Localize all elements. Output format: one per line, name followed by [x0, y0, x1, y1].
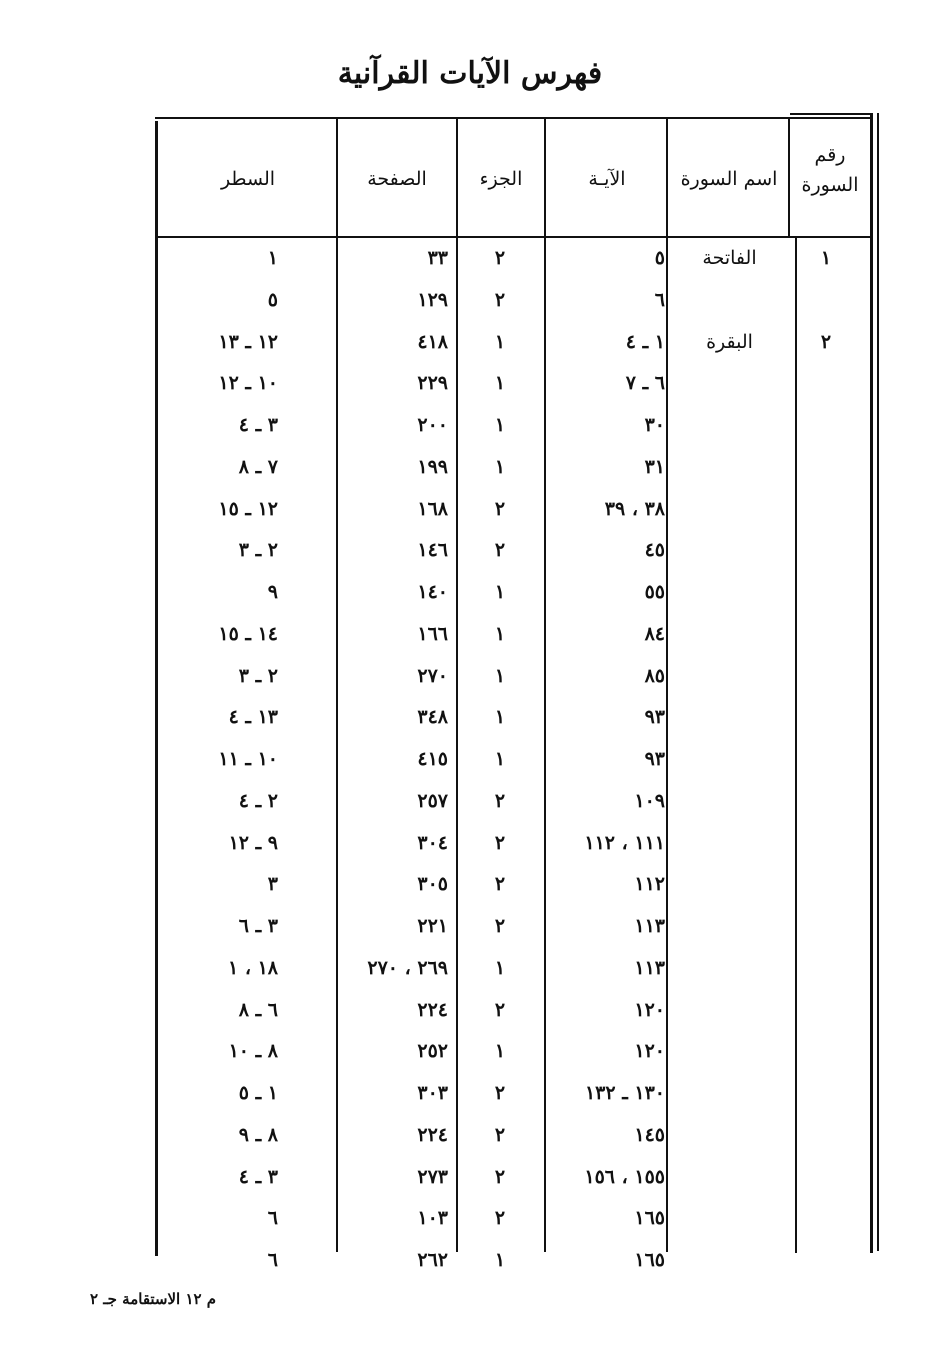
cell-surah-no: [795, 363, 857, 405]
cell-page: ٢٥٧: [417, 789, 448, 812]
page-footer: م ١٢ الاستقامة جـ ٢: [90, 1290, 217, 1308]
cell-surah-no: [795, 614, 857, 656]
cell-line: ٦: [267, 1249, 278, 1271]
table-row: [0, 823, 940, 865]
cell-ayah: ١٦٥: [634, 1207, 665, 1230]
table-row: [0, 906, 940, 948]
cell-surah-name: [672, 363, 787, 405]
cell-line: ٦: [267, 1207, 278, 1230]
cell-ayah: ١١٢: [634, 873, 665, 896]
cell-page: ٣٠٣: [417, 1082, 448, 1104]
cell-surah-no: [795, 906, 857, 948]
cell-page: ٢٦٢: [417, 1249, 448, 1271]
cell-line: ٦ ـ ٨: [238, 998, 278, 1021]
header-juz: الجزء: [479, 168, 523, 190]
table-row: [0, 990, 940, 1032]
cell-page: ٣٤٨: [417, 706, 448, 729]
cell-ayah: ٤٥: [644, 539, 665, 562]
header-ayah: الآيـة: [588, 168, 626, 190]
cell-surah-name: [672, 572, 787, 614]
cell-surah-no: [795, 948, 857, 990]
cell-surah-no: ٢: [820, 330, 832, 353]
cell-line: ٩ ـ ١٢: [228, 831, 278, 854]
cell-page: ٢٢١: [417, 915, 448, 937]
col-divider-surah-no: [788, 117, 790, 237]
cell-surah-no: [795, 990, 857, 1032]
cell-line: ٨ ـ ١٠: [228, 1040, 278, 1063]
cell-line: ١٢ ـ ١٥: [218, 497, 278, 520]
cell-surah-name: [672, 1240, 787, 1282]
cell-ayah: ١٤٥: [634, 1123, 665, 1146]
cell-surah-name: [672, 447, 787, 489]
cell-juz: ٢: [494, 247, 506, 269]
cell-juz: ١: [494, 581, 506, 603]
cell-ayah: ١٦٥: [634, 1249, 665, 1271]
cell-line: ١٢ ـ ١٣: [218, 330, 278, 353]
cell-surah-no: [795, 1157, 857, 1199]
cell-juz: ٢: [494, 1123, 506, 1146]
cell-line: ١ ـ ٥: [238, 1082, 278, 1104]
cell-juz: ١: [494, 330, 506, 353]
cell-juz: ١: [494, 1249, 506, 1271]
cell-ayah: ٦ ـ ٧: [625, 372, 665, 395]
cell-surah-no: [795, 781, 857, 823]
cell-surah-no: [795, 656, 857, 698]
cell-page: ٤١٨: [417, 330, 448, 353]
cell-line: ٣ ـ ٤: [238, 414, 278, 436]
header-line: السطر: [220, 168, 276, 190]
cell-ayah: ١١٣: [634, 956, 665, 979]
header-surah-no: رقم السورة: [801, 144, 859, 196]
cell-page: ١٠٣: [417, 1207, 448, 1230]
cell-line: ١٨ ، ١: [227, 956, 278, 979]
cell-surah-name: [672, 489, 787, 531]
cell-juz: ٢: [494, 1207, 506, 1230]
cell-ayah: ١٣٠ ـ ١٣٢: [584, 1082, 665, 1104]
cell-line: ١: [267, 247, 278, 269]
cell-surah-name: [672, 823, 787, 865]
cell-page: ٢٢٩: [417, 372, 448, 395]
table-row: [0, 489, 940, 531]
cell-juz: ٢: [494, 288, 506, 311]
table-row: [0, 363, 940, 405]
cell-surah-no: [795, 572, 857, 614]
cell-surah-no: [795, 447, 857, 489]
cell-page: ٢٦٩ ، ٢٧٠: [367, 956, 448, 979]
cell-surah-name: [672, 906, 787, 948]
cell-surah-name: [672, 864, 787, 906]
cell-ayah: ٣١: [644, 455, 665, 478]
cell-surah-name: [672, 530, 787, 572]
cell-page: ٢٠٠: [417, 414, 448, 436]
cell-page: ١٦٦: [417, 622, 448, 645]
cell-juz: ٢: [494, 831, 506, 854]
cell-line: ٣: [267, 873, 278, 896]
table-row: [0, 238, 940, 280]
cell-juz: ٢: [494, 539, 506, 562]
cell-ayah: ١٢٠: [634, 1040, 665, 1063]
cell-surah-no: [795, 1115, 857, 1157]
cell-page: ٣٠٤: [417, 831, 448, 854]
cell-surah-name: [672, 781, 787, 823]
table-row: [0, 1115, 940, 1157]
cell-ayah: ٨٥: [644, 664, 665, 687]
table-row: [0, 405, 940, 447]
table-row: [0, 781, 940, 823]
cell-page: ٣٣: [427, 247, 448, 269]
cell-juz: ٢: [494, 915, 506, 937]
cell-surah-name: [672, 656, 787, 698]
cell-ayah: ٣٠: [644, 414, 665, 436]
cell-line: ٢ ـ ٣: [238, 539, 278, 562]
table-top-border: [155, 117, 872, 119]
cell-line: ١٠ ـ ١٢: [218, 372, 278, 395]
cell-juz: ١: [494, 706, 506, 729]
cell-page: ٢٧٣: [417, 1165, 448, 1188]
cell-ayah: ١١١ ، ١١٢: [584, 831, 665, 854]
cell-surah-no: [795, 697, 857, 739]
cell-surah-name: [672, 405, 787, 447]
cell-surah-no: [795, 1031, 857, 1073]
cell-surah-no: [795, 739, 857, 781]
cell-page: ٢٢٤: [417, 1123, 448, 1146]
cell-ayah: ٣٨ ، ٣٩: [604, 497, 665, 520]
cell-ayah: ٦: [654, 288, 665, 311]
cell-page: ١٦٨: [417, 497, 448, 520]
table-row: [0, 614, 940, 656]
table-row: [0, 530, 940, 572]
cell-surah-no: [795, 280, 857, 322]
cell-surah-name: [672, 1073, 787, 1115]
cell-page: ٢٢٤: [417, 998, 448, 1021]
cell-ayah: ٥: [654, 247, 665, 269]
cell-page: ٢٥٢: [417, 1040, 448, 1063]
cell-surah-name: [672, 739, 787, 781]
table-row: [0, 656, 940, 698]
table-row: [0, 739, 940, 781]
cell-line: ٧ ـ ٨: [238, 455, 278, 478]
cell-surah-name: [672, 1157, 787, 1199]
cell-juz: ٢: [494, 998, 506, 1021]
table-row: [0, 447, 940, 489]
cell-surah-name: الفاتحة: [702, 247, 757, 269]
cell-line: ٣ ـ ٤: [238, 1165, 278, 1188]
cell-surah-no: ١: [820, 247, 832, 269]
cell-line: ٨ ـ ٩: [238, 1123, 278, 1146]
cell-juz: ٢: [494, 497, 506, 520]
cell-juz: ٢: [494, 789, 506, 812]
cell-line: ٣ ـ ٦: [238, 915, 278, 937]
cell-line: ٥: [267, 288, 278, 311]
cell-surah-name: [672, 1031, 787, 1073]
cell-surah-no: [795, 1073, 857, 1115]
cell-surah-name: [672, 697, 787, 739]
cell-line: ٢ ـ ٤: [238, 789, 278, 812]
table-row: [0, 1031, 940, 1073]
cell-juz: ١: [494, 455, 506, 478]
cell-line: ١٤ ـ ١٥: [218, 622, 278, 645]
cell-surah-no: [795, 1240, 857, 1282]
table-row: [0, 1240, 940, 1282]
cell-ayah: ٩٣: [644, 748, 665, 770]
table-row: [0, 1073, 940, 1115]
cell-juz: ١: [494, 748, 506, 770]
page-title: فهرس الآيات القرآنية: [337, 56, 603, 91]
cell-line: ١٣ ـ ٤: [228, 706, 278, 729]
cell-juz: ١: [494, 372, 506, 395]
cell-page: ١٤٠: [417, 581, 448, 603]
cell-ayah: ١٠٩: [634, 789, 665, 812]
cell-ayah: ١١٣: [634, 915, 665, 937]
cell-juz: ٢: [494, 873, 506, 896]
cell-ayah: ٨٤: [644, 622, 665, 645]
cell-line: ٢ ـ ٣: [238, 664, 278, 687]
cell-juz: ٢: [494, 1165, 506, 1188]
cell-page: ٣٠٥: [417, 873, 448, 896]
header-page: الصفحة: [367, 168, 427, 190]
table-row: [0, 322, 940, 364]
cell-line: ٩: [267, 581, 278, 603]
cell-ayah: ١٥٥ ، ١٥٦: [584, 1165, 665, 1188]
header-surah-name: اسم السورة: [680, 168, 778, 190]
cell-juz: ١: [494, 956, 506, 979]
cell-surah-name: [672, 1198, 787, 1240]
cell-surah-name: [672, 990, 787, 1032]
cell-surah-name: [672, 280, 787, 322]
cell-surah-name: البقرة: [706, 330, 753, 353]
cell-line: ١٠ ـ ١١: [218, 748, 278, 770]
cell-page: ١٩٩: [417, 455, 448, 478]
table-body: [0, 238, 940, 1282]
cell-surah-no: [795, 530, 857, 572]
cell-surah-no: [795, 405, 857, 447]
cell-surah-no: [795, 1198, 857, 1240]
cell-ayah: ١٢٠: [634, 998, 665, 1021]
cell-surah-name: [672, 614, 787, 656]
cell-juz: ١: [494, 414, 506, 436]
table-row: [0, 948, 940, 990]
cell-page: ١٤٦: [417, 539, 448, 562]
cell-surah-no: [795, 489, 857, 531]
table-row: [0, 1157, 940, 1199]
cell-page: ١٢٩: [417, 288, 448, 311]
table-row: [0, 280, 940, 322]
cell-ayah: ١ ـ ٤: [625, 330, 665, 353]
cell-ayah: ٩٣: [644, 706, 665, 729]
cell-surah-no: [795, 864, 857, 906]
table-top-border-outer: [790, 113, 872, 115]
cell-page: ٤١٥: [417, 748, 448, 770]
cell-juz: ٢: [494, 1082, 506, 1104]
table-row: [0, 697, 940, 739]
cell-juz: ١: [494, 622, 506, 645]
table-row: [0, 1198, 940, 1240]
cell-surah-name: [672, 948, 787, 990]
table-row: [0, 864, 940, 906]
cell-juz: ١: [494, 664, 506, 687]
table-row: [0, 572, 940, 614]
cell-page: ٢٧٠: [417, 664, 448, 687]
cell-surah-no: [795, 823, 857, 865]
cell-juz: ١: [494, 1040, 506, 1063]
cell-surah-name: [672, 1115, 787, 1157]
cell-ayah: ٥٥: [644, 581, 665, 603]
